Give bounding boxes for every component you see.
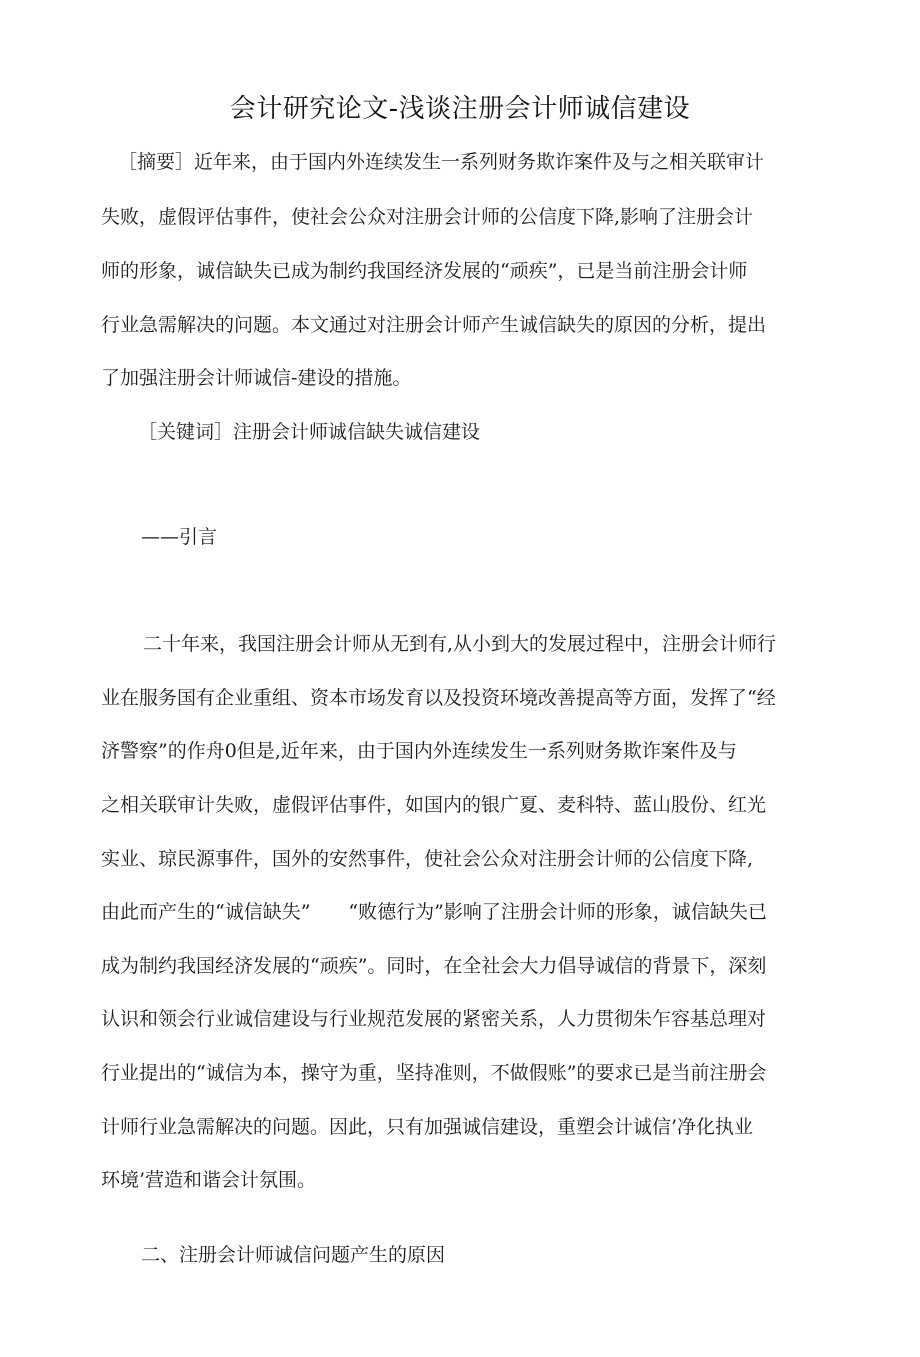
abstract-line: 失败，虚假评估事件，使社会公众对注册会计师的公信度下降,影响了注册会计: [101, 206, 754, 228]
body-line: 之相关联审计失败，虚假评估事件，如国内的银广夏、麦科特、蓝山股份、红光: [101, 794, 767, 816]
abstract-line: 了加强注册会计师诚信-建设的措施。: [101, 367, 412, 389]
body-line: 行业提出的“诚信为本，操守为重，坚持准则，不做假账”的要求已是当前注册会: [101, 1062, 767, 1084]
body-line: 成为制约我国经济发展的“顽疾”。同时，在全社会大力倡导诚信的背景下，深刻: [101, 955, 767, 977]
document-title: 会计研究论文-浅谈注册会计师诚信建设: [229, 94, 691, 124]
body-line: 二十年来，我国注册会计师从无到有,从小到大的发展过程中，注册会计师行: [143, 633, 777, 655]
section-heading-causes: 二、注册会计师诚信问题产生的原因: [141, 1244, 446, 1266]
keywords-line: ［关键词］注册会计师诚信缺失诚信建设: [138, 421, 481, 443]
body-line: 环境’营造和谐会计氛围。: [101, 1169, 317, 1191]
body-line: 实业、琼民源事件，国外的安然事件，使社会公众对注册会计师的公信度下降,: [101, 848, 754, 870]
body-line: 计师行业急需解决的问题。因此，只有加强诚信建设，重塑会计诚信’净化执业: [101, 1116, 754, 1138]
body-line: 认识和领会行业诚信建设与行业规范发展的紧密关系，人力贯彻朱乍容基总理对: [101, 1008, 767, 1030]
abstract-line: ［摘要］近年来，由于国内外连续发生一系列财务欺诈案件及与之相关联审计: [118, 151, 765, 173]
section-heading-introduction: ——引言: [141, 526, 218, 548]
body-line: 由此而产生的“诚信缺失” “败德行为”影响了注册会计师的形象，诚信缺失已: [101, 901, 767, 923]
abstract-line: 行业急需解决的问题。本文通过对注册会计师产生诚信缺失的原因的分析，提出: [101, 314, 767, 336]
abstract-line: 师的形象，诚信缺失已成为制约我国经济发展的“顽疾”，已是当前注册会计师: [101, 260, 748, 282]
body-line: 业在服务国有企业重组、资本市场发育以及投资环境改善提高等方面，发挥了“经: [101, 687, 776, 709]
body-line: 济警察”的作舟0但是,近年来，由于国内外连续发生一系列财务欺诈案件及与: [101, 740, 737, 762]
